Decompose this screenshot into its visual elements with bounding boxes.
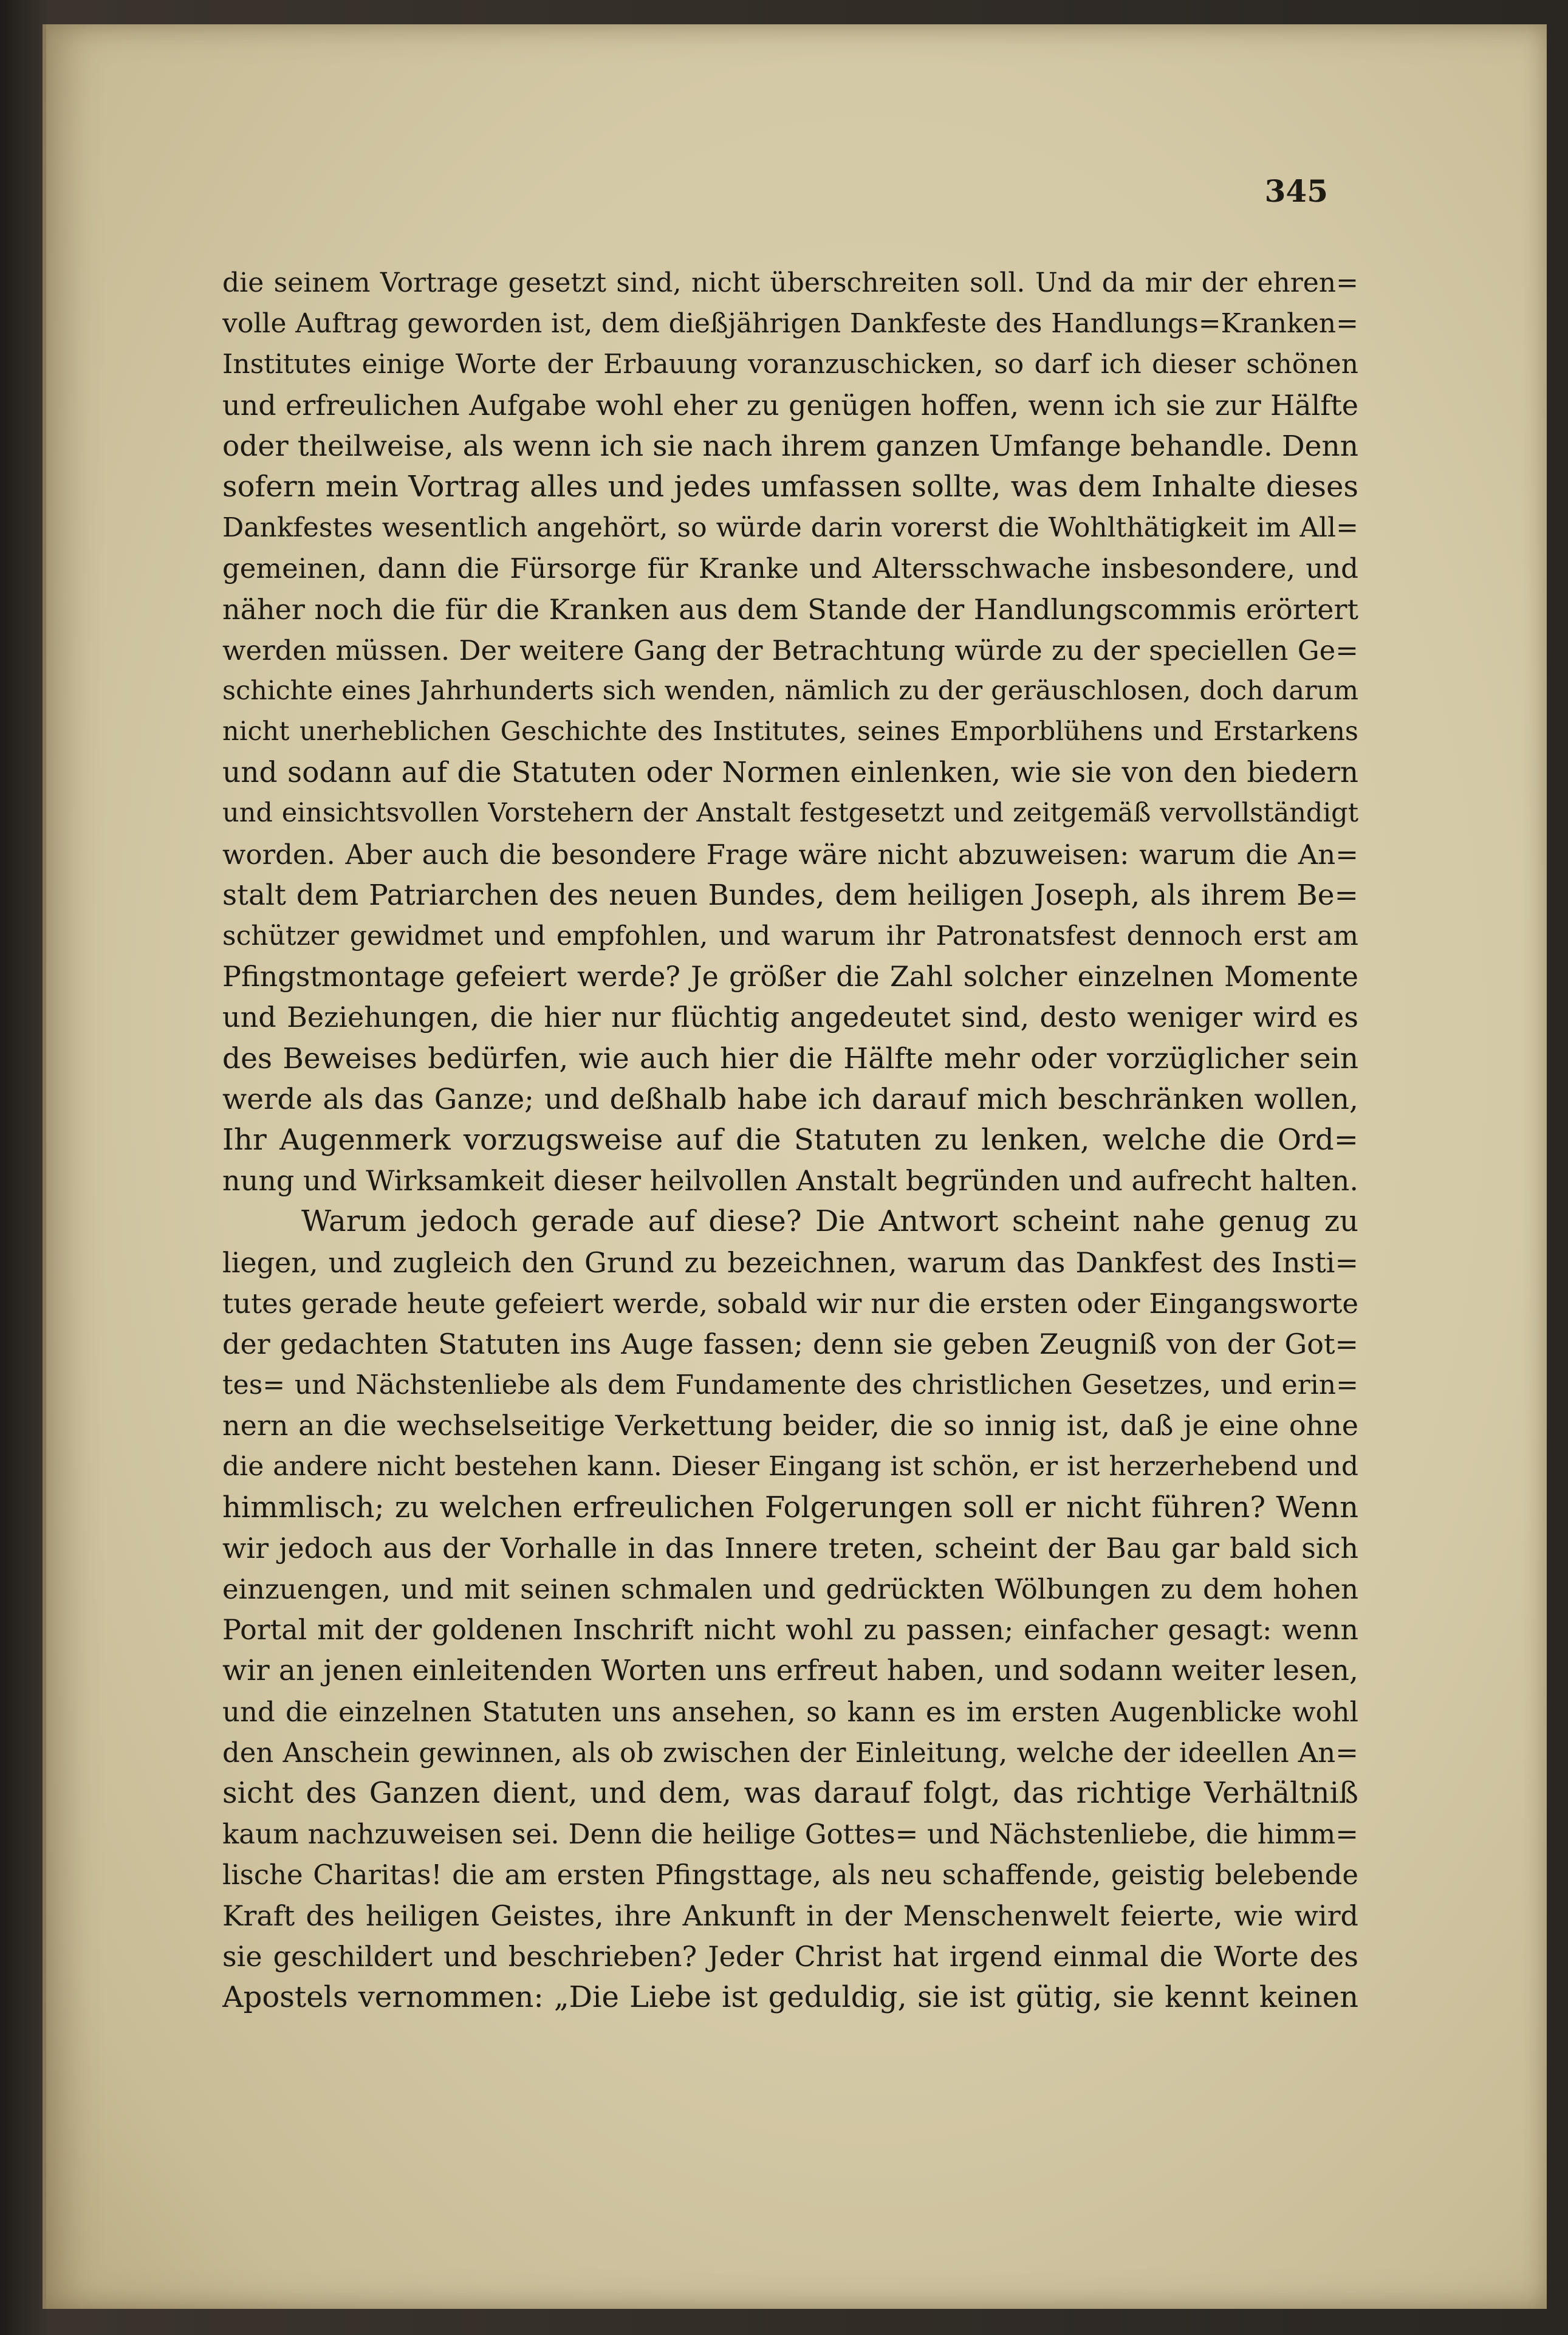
text-line: die seinem Vortrage gesetzt sind, nicht überschreiten soll. Und da mir der ehren= xyxy=(222,267,1358,298)
text-line: sie geschildert und beschrieben? Jeder Christ hat irgend einmal die Worte des xyxy=(222,1939,1358,1973)
text-line: liegen, und zugleich den Grund zu bezeichnen, warum das Dankfest des Insti= xyxy=(222,1246,1358,1279)
text-line: werden müssen. Der weitere Gang der Betrachtung würde zu der speciellen Ge= xyxy=(222,634,1358,667)
text-line: einzuengen, und mit seinen schmalen und gedrückten Wölbungen zu dem hohen xyxy=(222,1573,1358,1605)
text-line: oder theilweise, als wenn ich sie nach ihrem ganzen Umfange behandle. Denn xyxy=(222,429,1358,463)
text-line: stalt dem Patriarchen des neuen Bundes, dem heiligen Joseph, als ihrem Be= xyxy=(222,878,1358,912)
text-line: wir an jenen einleitenden Worten uns erfreut haben, und sodann weiter lesen, xyxy=(222,1654,1358,1688)
text-line: nicht unerheblichen Geschichte des Institutes, seines Emporblühens und Erstarkens xyxy=(222,716,1358,747)
text-line: Dankfestes wesentlich angehört, so würde darin vorerst die Wohlthätigkeit im All= xyxy=(222,512,1358,544)
text-line: des Beweises bedürfen, wie auch hier die Hälfte mehr oder vorzüglicher sein xyxy=(222,1041,1358,1075)
text-line: sicht des Ganzen dient, und dem, was darauf folgt, das richtige Verhältniß xyxy=(222,1775,1358,1810)
text-line: himmlisch; zu welchen erfreulichen Folgerungen soll er nicht führen? Wenn xyxy=(222,1490,1358,1524)
text-line: näher noch die für die Kranken aus dem Stande der Handlungscommis erörtert xyxy=(222,592,1358,626)
text-line: und einsichtsvollen Vorstehern der Anstalt festgesetzt und zeitgemäß vervollständigt xyxy=(222,798,1358,829)
text-line: und erfreulichen Aufgabe wohl eher zu genügen hoffen, wenn ich sie zur Hälfte xyxy=(222,388,1358,422)
body-text xyxy=(222,262,1358,2018)
text-line: nern an die wechselseitige Verkettung beider, die so innig ist, daß je eine ohne xyxy=(222,1409,1358,1442)
text-line: gemeinen, dann die Fürsorge für Kranke und Altersschwache insbesondere, und xyxy=(222,552,1358,585)
text-line: schichte eines Jahrhunderts sich wenden, nämlich zu der geräuschlosen, doch darum xyxy=(222,675,1358,706)
text-line: kaum nachzuweisen sei. Denn die heilige Gottes= und Nächstenliebe, die himm= xyxy=(222,1818,1358,1851)
text-line: Institutes einige Worte der Erbauung voranzuschicken, so darf ich dieser schönen xyxy=(222,349,1358,380)
text-line: den Anschein gewinnen, als ob zwischen der Einleitung, welche der ideellen An= xyxy=(222,1736,1358,1769)
text-line: Portal mit der goldenen Inschrift nicht wohl zu passen; einfacher gesagt: wenn xyxy=(222,1613,1358,1647)
text-line: Apostels vernommen: „Die Liebe ist geduldig, sie ist gütig, sie kennt keinen xyxy=(222,1980,1358,2014)
book-page xyxy=(43,24,1547,2309)
text-line: schützer gewidmet und empfohlen, und warum ihr Patronatsfest dennoch erst am xyxy=(222,921,1358,951)
text-line: und Beziehungen, die hier nur flüchtig angedeutet sind, desto weniger wird es xyxy=(222,1001,1358,1034)
text-line: tes= und Nächstenliebe als dem Fundamente des christlichen Gesetzes, und erin= xyxy=(222,1370,1358,1401)
text-line: werde als das Ganze; und deßhalb habe ich darauf mich beschränken wollen, xyxy=(222,1082,1358,1116)
text-line: Ihr Augenmerk vorzugsweise auf die Statuten zu lenken, welche die Ord= xyxy=(222,1122,1358,1157)
text-line: der gedachten Statuten ins Auge fassen; denn sie geben Zeugniß von der Got= xyxy=(222,1327,1358,1360)
text-line: Kraft des heiligen Geistes, ihre Ankunft in der Menschenwelt feierte, wie wird xyxy=(222,1899,1358,1932)
text-line: lische Charitas! die am ersten Pfingsttage, als neu schaffende, geistig belebende xyxy=(222,1859,1358,1891)
text-line: worden. Aber auch die besondere Frage wäre nicht abzuweisen: warum die An= xyxy=(222,838,1358,871)
text-line: und die einzelnen Statuten uns ansehen, so kann es im ersten Augenblicke wohl xyxy=(222,1695,1358,1728)
text-line: sofern mein Vortrag alles und jedes umfassen sollte, was dem Inhalte dieses xyxy=(222,469,1358,504)
text-line: nung und Wirksamkeit dieser heilvollen Anstalt begründen und aufrecht halten. xyxy=(222,1164,1358,1198)
text-line: tutes gerade heute gefeiert werde, sobald wir nur die ersten oder Eingangsworte xyxy=(222,1287,1358,1320)
paragraph-start-line: Warum jedoch gerade auf diese? Die Antwort scheint nahe genug zu xyxy=(301,1204,1358,1239)
text-line: und sodann auf die Statuten oder Normen einlenken, wie sie von den biedern xyxy=(222,756,1358,790)
text-line: die andere nicht bestehen kann. Dieser Eingang ist schön, er ist herzerhebend und xyxy=(222,1451,1358,1483)
page-number: 345 xyxy=(1264,173,1328,209)
text-line: volle Auftrag geworden ist, dem dießjährigen Dankfeste des Handlungs=Kranken= xyxy=(222,308,1358,340)
text-line: wir jedoch aus der Vorhalle in das Innere treten, scheint der Bau gar bald sich xyxy=(222,1531,1358,1565)
text-line: Pfingstmontage gefeiert werde? Je größer die Zahl solcher einzelnen Momente xyxy=(222,960,1358,993)
